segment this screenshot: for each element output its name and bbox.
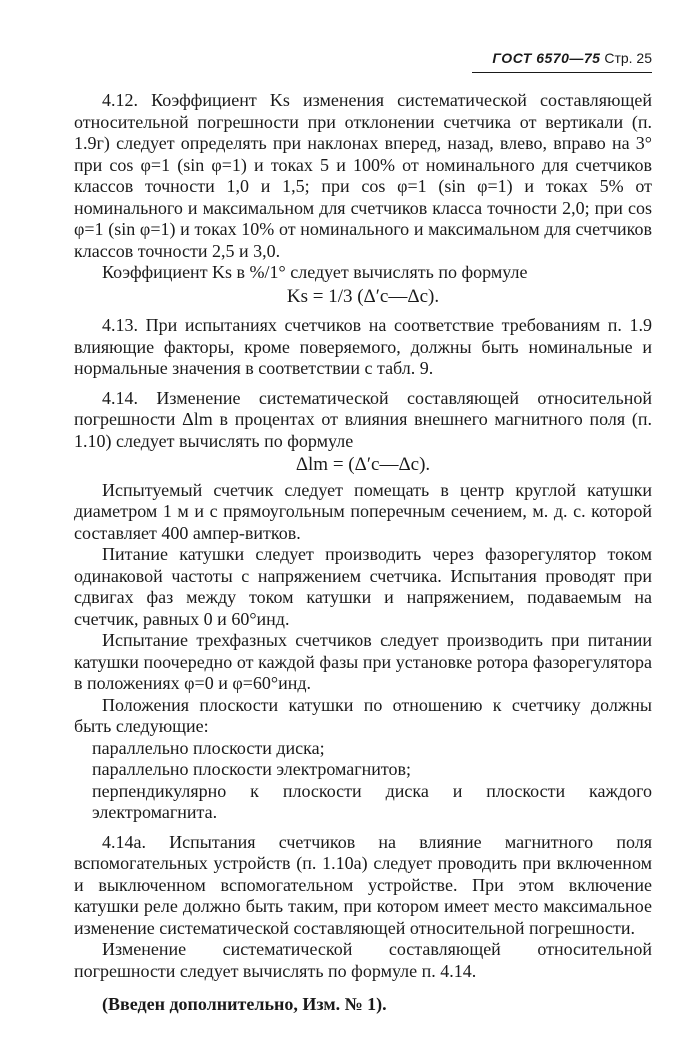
- formula-ks: Ks = 1/3 (Δ′c—Δc).: [286, 285, 440, 307]
- paragraph-4-14: 4.14. Изменение систематической составляющей относительной погрешности Δlm в процентах от влияния внешнего магнитного поля (п. 1.10) следует вычислять по формуле: [74, 387, 652, 451]
- paragraph-three-phase: Испытание трехфазных счетчиков следует производить при питании катушки поочередно от каждой фазы при установке ротора фазорегулятора в положениях φ=0 и φ=60°инд.: [74, 630, 652, 693]
- formula-intro-ks: Коэффициент Ks в %/1° следует вычислять по формуле: [102, 262, 528, 282]
- paragraph-4-12: 4.12. Коэффициент Ks изменения систематической составляющей относительной погрешности при отклонении счетчика от вертикали (п. 1.9г) следует определять при наклонах вперед, назад, влево, вправо на 3° при cos φ=1 (sin φ=1) и токах 5 и 100% от номинального для счетчиков классов точности 1,0 и 1,5; при cos φ=1 (sin φ=1) и токах 5% от номинального и максимальном для счетчиков класса точности 2,0; при cos φ=1 (sin φ=1) и токах 10% от номинального и максимальном для счетчиков классов точности 2,5 и 3,0.: [74, 90, 652, 261]
- list-item: перпендикулярно к плоскости диска и плоскости каждого электромагнита.: [92, 780, 652, 822]
- paragraph-4-13: 4.13. При испытаниях счетчиков на соответствие требованиям п. 1.9 влияющие факторы, кроме поверяемого, должны быть номинальные и нормальные значения в соответствии с табл. 9.: [74, 315, 652, 378]
- list-item: параллельно плоскости электромагнитов;: [92, 759, 412, 779]
- page-header: [60, 50, 652, 72]
- paragraph-4-14a: 4.14а. Испытания счетчиков на влияние магнитного поля вспомогательных устройств (п. 1.10а) следует проводить при включенном и выключенном вспомогательном устройстве. При этом включение катушки реле должно быть таким, при котором имеет место максимальное изменение систематической составляющей относительной погрешности.: [74, 831, 652, 938]
- list-item: параллельно плоскости диска;: [92, 737, 325, 758]
- formula-lm: Δlm = (Δ′c—Δc).: [295, 454, 431, 475]
- paragraph-coil: Испытуемый счетчик следует помещать в центр круглой катушки диаметром 1 м и с прямоугольным поперечным сечением, м. д. с. которой составляет 400 ампер-витков.: [74, 479, 652, 543]
- header-rule: [472, 72, 652, 73]
- paragraph-supply: Питание катушки следует производить через фазорегулятор током одинаковой частоты с напряжением счетчика. Испытания проводят при сдвигах фаз между током катушки и напряжением, подаваемым на счетчик, равных 0 и 60°инд.: [74, 544, 652, 629]
- document-body: [74, 90, 652, 1016]
- paragraph-positions: Положения плоскости катушки по отношению к счетчику должны быть следующие:: [74, 694, 652, 736]
- standard-number: ГОСТ 6570—75: [492, 50, 601, 66]
- page-number: Стр. 25: [604, 50, 652, 66]
- paragraph-4-14a-calc: Изменение систематической составляющей относительной погрешности следует вычислять по формуле п. 4.14.: [74, 939, 652, 981]
- amendment-note: (Введен дополнительно, Изм. № 1).: [102, 994, 387, 1014]
